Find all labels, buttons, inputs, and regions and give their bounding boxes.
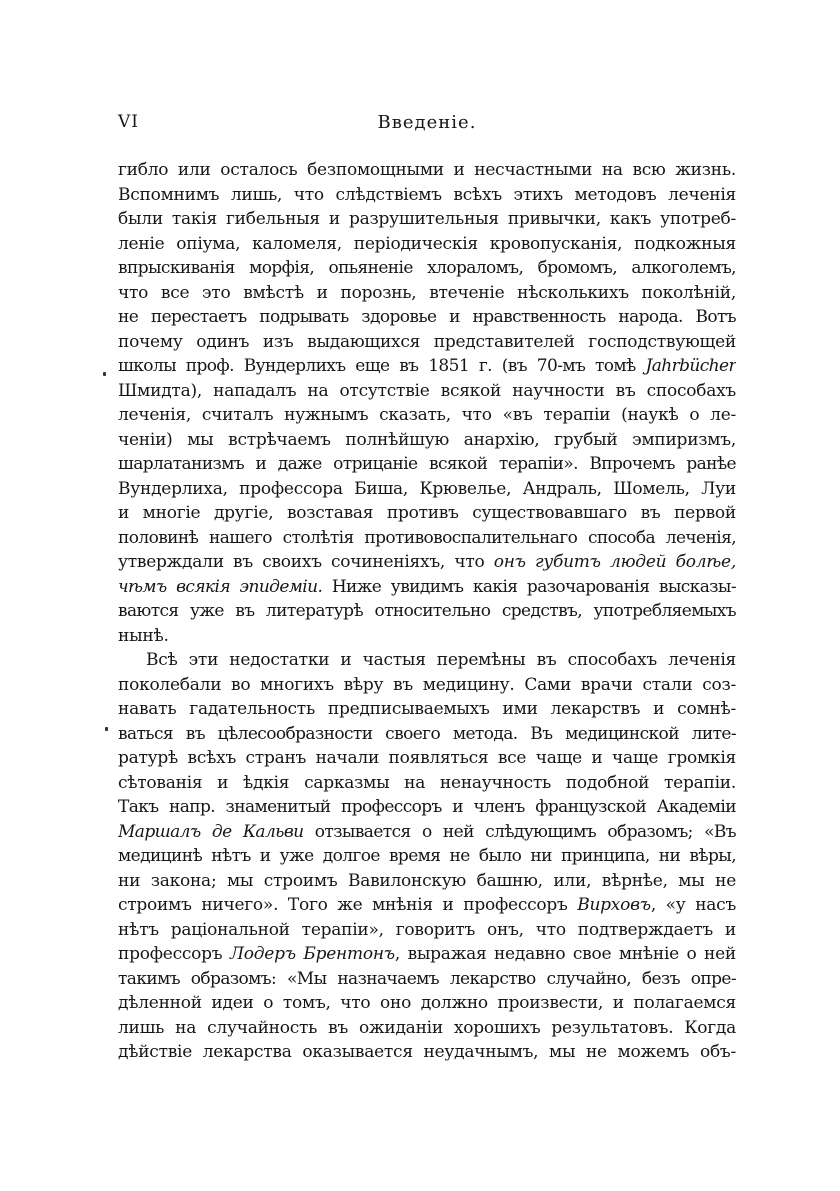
text-line: утверждали въ своихъ сочиненіяхъ, что онъ губитъ людей болѣе, — [118, 552, 736, 572]
text-line: не перестаетъ подрывать здоровье и нравственность народа. Вотъ — [118, 307, 736, 327]
text-line: строимъ ничего». Того же мнѣнія и профессоръ Вирховъ, «у насъ — [118, 895, 736, 915]
page-header — [118, 112, 736, 136]
text-line: гибло или осталось безпомощными и несчастными на всю жизнь. — [118, 160, 736, 180]
text-line: школы проф. Вундерлихъ еще въ 1851 г. (въ 70-мъ томѣ Jahrbücher — [118, 356, 736, 376]
text-line: ваться въ цѣлесообразности своего метода. Въ медицинской лите- — [118, 723, 736, 744]
text-line: были такія гибельныя и разрушительныя привычки, какъ употреб- — [118, 209, 736, 229]
text-line: ченіи) мы встрѣчаемъ полнѣйшую анархію, грубый эмпиризмъ, — [118, 429, 736, 450]
text-line: чѣмъ всякія эпидеміи. Ниже увидимъ какія разочарованія высказы- — [118, 576, 736, 597]
text-line: впрыскиванія морфія, опьяненіе хлораломъ, бромомъ, алкоголемъ, — [118, 258, 736, 278]
text-line: навать гадательность предписываемыхъ ими лекарствъ и сомнѣ- — [118, 699, 736, 719]
text-line: такимъ образомъ: «Мы назначаемъ лекарство случайно, безъ опре- — [118, 968, 736, 989]
text-line: и многіе другіе, возставая противъ существовавшаго въ первой — [118, 503, 736, 523]
text-line: Вспомнимъ лишь, что слѣдствіемъ всѣхъ этихъ методовъ леченія — [118, 184, 736, 205]
text-line: ни закона; мы строимъ Вавилонскую башню, или, вѣрнѣе, мы не — [118, 870, 736, 891]
text-line: нынѣ. — [118, 625, 169, 646]
body-text — [118, 158, 736, 1065]
page-number: VI — [118, 112, 139, 132]
text-line: поколебали во многихъ вѣру въ медицину. Сами врачи стали соз- — [118, 674, 736, 695]
margin-mark — [103, 372, 106, 376]
text-line: Маршалъ де Кальви отзывается о ней слѣдующимъ образомъ; «Въ — [118, 821, 736, 842]
text-line: медицинѣ нѣтъ и уже долгое время не было ни принципа, ни вѣры, — [118, 846, 736, 866]
text-line: сѣтованія и ѣдкія сарказмы на ненаучность подобной терапіи. — [118, 772, 736, 793]
text-line: Вундерлиха, профессора Биша, Крювелье, Андраль, Шомель, Луи — [118, 478, 736, 499]
text-line: нѣтъ раціональной терапіи», говоритъ онъ, что подтверждаетъ и — [118, 919, 736, 940]
text-line: что все это вмѣстѣ и порознь, втеченіе нѣсколькихъ поколѣній, — [118, 282, 736, 303]
text-line: половинѣ нашего столѣтія противовоспалительнаго способа леченія, — [118, 527, 736, 548]
text-line: почему одинъ изъ выдающихся представителей господствующей — [118, 331, 736, 352]
running-head-title: Введеніе. — [377, 112, 477, 133]
margin-mark — [105, 727, 108, 731]
text-line: профессоръ Лодеръ Брентонъ, выражая недавно свое мнѣніе о ней — [118, 944, 736, 964]
text-line: ваются уже въ литературѣ относительно средствъ, употребляемыхъ — [118, 601, 736, 621]
text-line: дѣленной идеи о томъ, что оно должно произвести, и полагаемся — [118, 993, 736, 1013]
text-line: ратурѣ всѣхъ странъ начали появляться все чаще и чаще громкія — [118, 748, 736, 768]
text-line: леченія, считалъ нужнымъ сказать, что «въ терапіи (наукѣ о ле- — [118, 405, 736, 425]
text-line: леніе опіума, каломеля, періодическія кровопусканія, подкожныя — [118, 233, 736, 254]
text-line: шарлатанизмъ и даже отрицаніе всякой терапіи». Впрочемъ ранѣе — [118, 454, 736, 474]
text-line: Такъ напр. знаменитый профессоръ и членъ французской Академіи — [118, 797, 736, 817]
text-line: дѣйствіе лекарства оказывается неудачнымъ, мы не можемъ объ- — [118, 1042, 736, 1062]
text-line: лишь на случайность въ ожиданіи хорошихъ результатовъ. Когда — [118, 1017, 736, 1038]
text-line: Шмидта), нападалъ на отсутствіе всякой научности въ способахъ — [118, 380, 736, 401]
text-line: Всѣ эти недостатки и частыя перемѣны въ способахъ леченія — [146, 650, 736, 670]
